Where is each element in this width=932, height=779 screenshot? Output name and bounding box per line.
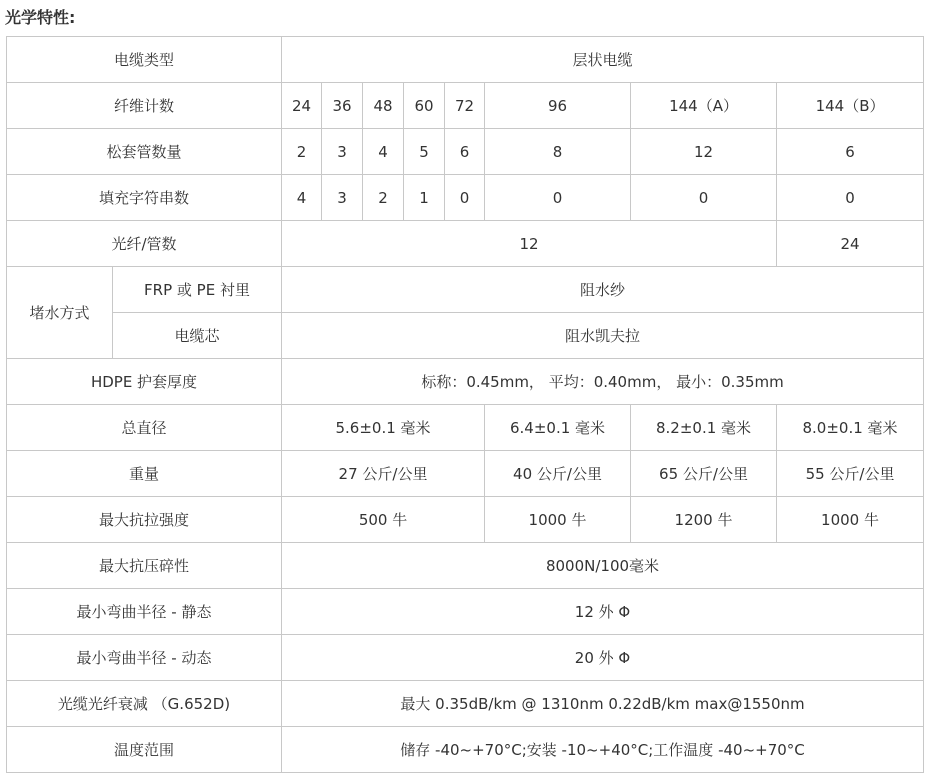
table-row-water-blocking-core bbox=[7, 313, 924, 359]
fiber-count-cell: 36 bbox=[322, 83, 363, 129]
spec-table bbox=[6, 36, 924, 773]
weight-cell: 40 公斤/公里 bbox=[485, 451, 631, 497]
bend-static-value: 12 外 Φ bbox=[282, 589, 924, 635]
tube-count-cell: 2 bbox=[282, 129, 322, 175]
filler-count-cell: 0 bbox=[777, 175, 924, 221]
filler-count-cell: 2 bbox=[363, 175, 404, 221]
tube-count-cell: 4 bbox=[363, 129, 404, 175]
diameter-cell: 5.6±0.1 毫米 bbox=[282, 405, 485, 451]
table-row-diameter bbox=[7, 405, 924, 451]
table-row-attenuation bbox=[7, 681, 924, 727]
row-label: 光缆光纤衰减 （G.652D) bbox=[7, 681, 282, 727]
row-label: 最小弯曲半径 - 静态 bbox=[7, 589, 282, 635]
filler-count-cell: 1 bbox=[404, 175, 445, 221]
table-row-tube-count bbox=[7, 129, 924, 175]
table-row-crush bbox=[7, 543, 924, 589]
row-label: 填充字符串数 bbox=[7, 175, 282, 221]
table-row-cable-type bbox=[7, 37, 924, 83]
cable-type-value: 层状电缆 bbox=[282, 37, 924, 83]
table-row-fiber-per-tube bbox=[7, 221, 924, 267]
row-label: 温度范围 bbox=[7, 727, 282, 773]
row-label: 总直径 bbox=[7, 405, 282, 451]
tensile-cell: 500 牛 bbox=[282, 497, 485, 543]
table-row-water-blocking-frp bbox=[7, 267, 924, 313]
crush-value: 8000N/100毫米 bbox=[282, 543, 924, 589]
attenuation-value: 最大 0.35dB/km @ 1310nm 0.22dB/km max@1550nm bbox=[282, 681, 924, 727]
fiber-count-cell: 72 bbox=[445, 83, 485, 129]
temperature-value: 储存 -40~+70°C;安装 -10~+40°C;工作温度 -40~+70°C bbox=[282, 727, 924, 773]
hdpe-value: 标称：0.45mm， 平均：0.40mm， 最小：0.35mm bbox=[282, 359, 924, 405]
tensile-cell: 1000 牛 bbox=[777, 497, 924, 543]
fiber-count-cell: 144（B） bbox=[777, 83, 924, 129]
table-row-fiber-count bbox=[7, 83, 924, 129]
diameter-cell: 8.2±0.1 毫米 bbox=[631, 405, 777, 451]
fiber-count-cell: 60 bbox=[404, 83, 445, 129]
weight-cell: 27 公斤/公里 bbox=[282, 451, 485, 497]
filler-count-cell: 0 bbox=[631, 175, 777, 221]
tube-count-cell: 3 bbox=[322, 129, 363, 175]
row-sublabel: FRP 或 PE 衬里 bbox=[113, 267, 282, 313]
diameter-cell: 8.0±0.1 毫米 bbox=[777, 405, 924, 451]
table-row-filler-count bbox=[7, 175, 924, 221]
water-blocking-core-value: 阻水凯夫拉 bbox=[282, 313, 924, 359]
row-label: 最大抗拉强度 bbox=[7, 497, 282, 543]
fiber-count-cell: 144（A） bbox=[631, 83, 777, 129]
tensile-cell: 1200 牛 bbox=[631, 497, 777, 543]
row-label: 纤维计数 bbox=[7, 83, 282, 129]
table-row-weight bbox=[7, 451, 924, 497]
filler-count-cell: 0 bbox=[485, 175, 631, 221]
tube-count-cell: 12 bbox=[631, 129, 777, 175]
row-label: 堵水方式 bbox=[7, 267, 113, 359]
table-row-temperature bbox=[7, 727, 924, 773]
fiber-per-tube-cell: 12 bbox=[282, 221, 777, 267]
section-heading: 光学特性: bbox=[5, 8, 76, 27]
fiber-count-cell: 48 bbox=[363, 83, 404, 129]
tube-count-cell: 8 bbox=[485, 129, 631, 175]
row-label: 光纤/管数 bbox=[7, 221, 282, 267]
tube-count-cell: 5 bbox=[404, 129, 445, 175]
tensile-cell: 1000 牛 bbox=[485, 497, 631, 543]
row-label: 重量 bbox=[7, 451, 282, 497]
fiber-count-cell: 96 bbox=[485, 83, 631, 129]
table-row-tensile bbox=[7, 497, 924, 543]
row-sublabel: 电缆芯 bbox=[113, 313, 282, 359]
diameter-cell: 6.4±0.1 毫米 bbox=[485, 405, 631, 451]
water-blocking-frp-value: 阻水纱 bbox=[282, 267, 924, 313]
row-label: 电缆类型 bbox=[7, 37, 282, 83]
tube-count-cell: 6 bbox=[777, 129, 924, 175]
row-label: 最大抗压碎性 bbox=[7, 543, 282, 589]
weight-cell: 65 公斤/公里 bbox=[631, 451, 777, 497]
row-label: HDPE 护套厚度 bbox=[7, 359, 282, 405]
row-label: 最小弯曲半径 - 动态 bbox=[7, 635, 282, 681]
fiber-per-tube-cell: 24 bbox=[777, 221, 924, 267]
table-row-hdpe bbox=[7, 359, 924, 405]
filler-count-cell: 0 bbox=[445, 175, 485, 221]
bend-dynamic-value: 20 外 Φ bbox=[282, 635, 924, 681]
table-row-bend-static bbox=[7, 589, 924, 635]
fiber-count-cell: 24 bbox=[282, 83, 322, 129]
row-label: 松套管数量 bbox=[7, 129, 282, 175]
table-row-bend-dynamic bbox=[7, 635, 924, 681]
weight-cell: 55 公斤/公里 bbox=[777, 451, 924, 497]
filler-count-cell: 3 bbox=[322, 175, 363, 221]
filler-count-cell: 4 bbox=[282, 175, 322, 221]
tube-count-cell: 6 bbox=[445, 129, 485, 175]
